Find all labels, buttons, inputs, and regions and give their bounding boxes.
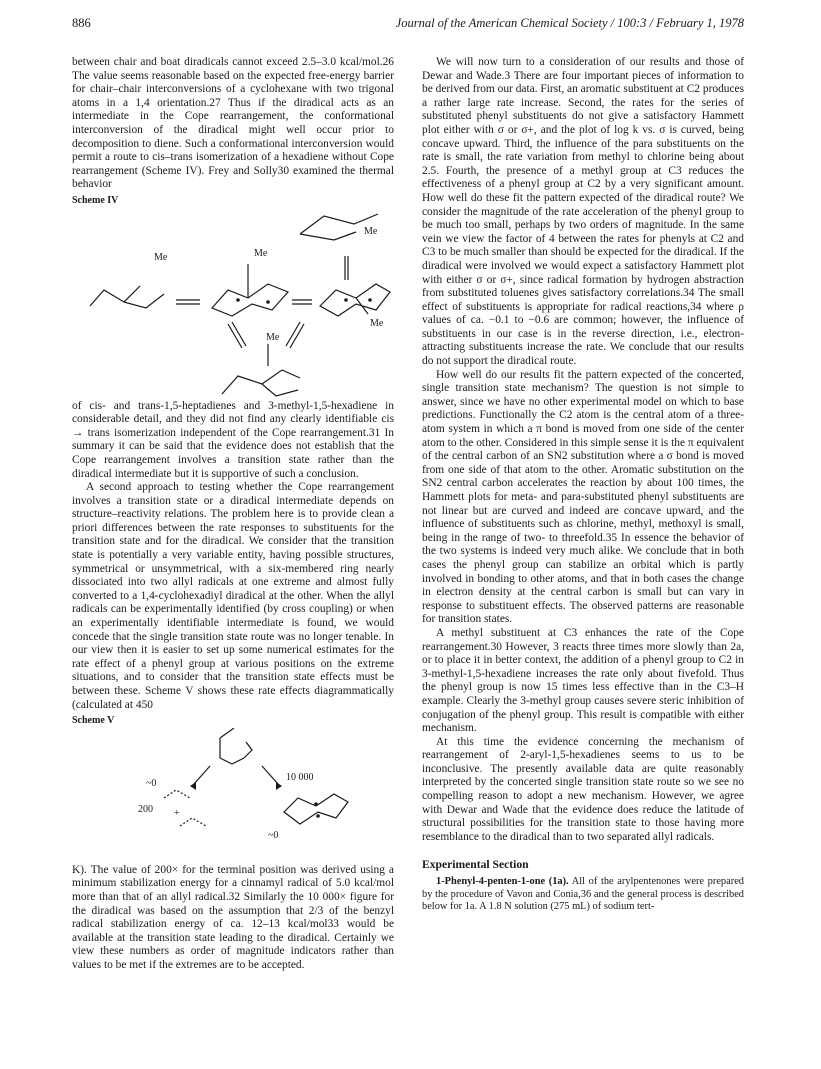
hexadiene-top xyxy=(220,728,252,764)
page-number: 886 xyxy=(72,16,91,30)
equilibrium-arrow-diagonal-right xyxy=(286,322,304,348)
left-paragraph-1: between chair and boat diradicals cannot exceed 2.5–3.0 kcal/mol.26 The value seems reasonable based on the expected free-energy barrier for chair–chair interconversions of a cyclohexane with two trigonal atoms in a 1,4 orientation.27 Thus if the diradical acts as an intermediate in the Cope rearrangement, the conformational interconversion of the diradical might well occur prior to decomposition to diene. Such a conformational interconversion would permit a route to cis–trans isomerization of a hexadiene without Cope rearrangement (Scheme IV). Frey and Solly30 examined the thermal behavior xyxy=(72,56,394,191)
rate-label-10000: 10 000 xyxy=(286,771,314,783)
scheme-iv-label: Scheme IV xyxy=(72,194,119,206)
right-paragraph-3: A methyl substituent at C3 enhances the rate of the Cope rearrangement.30 However, 3 reacts three times more slowly than 2a, or to place it in better context, the addition of a phenyl group to C2 in 3-methyl-1,5-hexadiene increases the rate only about fivefold. Thus the phenyl group is now 15 times less effective than in the C3–H example. Clearly the 3-methyl group causes severe steric inhibition of conjugation of the phenyl group. This result is compatible with either mechanism. xyxy=(422,626,744,735)
cyclohexadiyl-diradical xyxy=(284,794,348,824)
radical-dot xyxy=(316,814,320,818)
rate-label-200: 200 xyxy=(138,803,153,815)
right-paragraph-4: At this time the evidence concerning the mechanism of rearrangement of 2-aryl-1,5-hexadienes seems to us to be inconclusive. The presently available data are quite reasonably interpreted by the concerted single transition state route so we see no compelling reason to adopt a new mechanism. However, we agree with Dewar and Wade that the evidence does reduce the latitude of structural possibilities for the transition state to those having more resemblance to the diradical than to two separated allyl radicals. xyxy=(422,735,744,843)
radical-dot xyxy=(344,298,348,302)
reaction-arrow-right xyxy=(262,766,278,784)
methyl-label: Me xyxy=(364,225,378,237)
experimental-section-heading: Experimental Section xyxy=(422,858,529,872)
plus-sign: + xyxy=(174,807,180,819)
left-column xyxy=(72,56,394,973)
right-paragraph-2: How well do our results fit the pattern expected of the concerted, single transition state mechanism? The question is not simple to answer, since we have no other experimental model on which to base predictions. Functionally the C2 atom is the central atom of a three-atom system in which a π bond is moved from one side of the center atom to the other. Considered in this simple sense it is the π equivalent of the central carbon of an SN2 substitution where a σ bond is moved from one side of that atom to the other. Aromatic substitution on the SN2 central carbon accelerates the reaction by about 100 times, the Hammett plots for meta- and para-substituted phenyl substituents are not linear but are curved and indeed are concave upward, and the influence of substituents such as chlorine, methyl, methoxyl is small, being in the range of two- to threefold.35 In essence the behavior of the two systems is indeed very much alike. We conclude that in both cases the phenyl group can stabilize an orbital which is partly involved in bonding to other atoms, and that in both cases the change in electron density at the central carbon is small but can vary in response to substituent effects. The observed patterns are reasonable for transition states. xyxy=(422,368,744,626)
methyl-label: Me xyxy=(154,251,168,263)
radical-dot xyxy=(236,298,240,302)
scheme-v-diagram xyxy=(72,728,394,864)
arrowhead-right xyxy=(276,782,282,790)
radical-dot xyxy=(368,298,372,302)
rate-label-approx0-top: ~0 xyxy=(146,777,157,789)
right-paragraph-1: We will now turn to a consideration of our results and those of Dewar and Wade.3 There are four important pieces of information to be derived from our data. First, an aromatic substituent at C2 produces a rather large rate increase. Second, the rates for the series of substituted phenyl substituents do not give a satisfactory Hammett plot either with σ or σ+, and the plot of log k vs. σ is curved, being concave upward. Third, the influence of the para substituents on the rate is small, the rate variation from methyl to chlorine being about 2.5. Fourth, the presence of a methyl group at C3 reduces the effectiveness of a phenyl group at C2 by a very significant amount. How well do these fit the pattern expected of the diradical route? We consider the magnitude of the rate acceleration of the phenyl group to be much too small, perhaps by two orders of magnitude. In the same vein we view the factor of 4 between the rates for phenyls at C2 and C3 to be much smaller than should be expected for the diradical. If the diradical were involved we would expect a satisfactory Hammett plot with either σ or σ+, since radical formation by hydrogen abstraction from substituted toluenes gives satisfactory correlations.34 The small effect of substituents is appropriate for radical reactions,34 where ρ values of ca. −0.1 to −0.6 are common; however, the influence of substituents in our case is in the reverse direction, i.e., electron-attracting substituents increase the rate. We conclude that our results do not support the diradical route. xyxy=(422,56,744,368)
radical-dot xyxy=(314,802,318,806)
left-paragraph-3: A second approach to testing whether the Cope rearrangement involves a transition state or a diradical intermediate depends on structure–reactivity relations. The problem here is to provide clean a priori differences between the rate responses to substituents for the transition state and for the diradical. We consider that the transition state is potentially a very variable entity, having possible structures, symmetrical or unsymmetrical, with a six-membered ring nearly dissociated into two allyl radicals at one extreme and almost fully converted to a 1,4-cyclohexadiyl diradical at the other. When the allyl radicals can be experimentally identified (by cross coupling) or when an experimentally identifiable intermediate is found, we would concede that the single transition state route was no longer tenable. In our view then it is easier to set up some numerical estimates for the rate effect of a phenyl group at various positions on the extreme situations, and to consider that the transition state effects must be between these. Scheme V shows these rate effects diagrammatically (calculated at 450 xyxy=(72,481,394,711)
equilibrium-arrow-left xyxy=(176,300,200,304)
equilibrium-arrow-right xyxy=(292,300,312,304)
arrowhead-left xyxy=(190,782,196,790)
rate-label-approx0-bottom: ~0 xyxy=(268,829,279,841)
equilibrium-arrow-diagonal-left xyxy=(228,322,246,348)
scheme-v-label: Scheme V xyxy=(72,715,115,727)
allyl-radical-bottom xyxy=(180,818,206,826)
reaction-arrow-left xyxy=(194,766,210,784)
equilibrium-arrow-vertical xyxy=(345,256,348,280)
diene-bottom xyxy=(222,370,300,396)
radical-dot xyxy=(266,300,270,304)
experimental-paragraph xyxy=(422,876,744,914)
diene-left xyxy=(90,286,164,308)
left-paragraph-2: of cis- and trans-1,5-heptadienes and 3-methyl-1,5-hexadiene in considerable detail, and they did not find any clearly identifiable cis → trans isomerization independent of the Cope rearrangement.31 In summary it can be said that the evidence does not establish that the Cope rearrangement involves a transition state rather than the diradical intermediate but it is supportive of such a conclusion. xyxy=(72,399,394,480)
right-column xyxy=(422,56,744,914)
running-head: Journal of the American Chemical Society / 100:3 / February 1, 1978 xyxy=(395,16,744,30)
methyl-label: Me xyxy=(370,317,384,329)
chair-diradical-middle xyxy=(212,284,288,316)
methyl-label: Me xyxy=(266,331,280,343)
experimental-compound-title: 1-Phenyl-4-penten-1-one (1a). xyxy=(436,876,569,888)
scheme-iv-diagram xyxy=(72,208,394,400)
experimental-text: All of the arylpentenones were prepared by the procedure of Vavon and Conia,36 and the general process is described below for 1a. A 1.8 N solution (275 mL) of sodium tert- xyxy=(422,876,744,913)
chair-diradical-right xyxy=(320,284,390,316)
methyl-label: Me xyxy=(254,247,268,259)
methyl-bond-right xyxy=(356,298,368,314)
allyl-radical-top xyxy=(164,790,190,798)
left-paragraph-4: K). The value of 200× for the terminal position was derived using a minimum stabilization energy for a cinnamyl radical of 5.0 kcal/mol more than that of an allyl radical.32 Similarly the 10 000× figure for the diradical was based on the assumption that 2/3 of the benzyl radical stabilization energy of ca. 12–13 kcal/mol33 would be available at the transition state leading to the diradical. Certainly we view these numbers as order of magnitude indicators rather than values to be met if the extremes are to be accepted. xyxy=(72,863,394,971)
page-header xyxy=(72,16,744,36)
